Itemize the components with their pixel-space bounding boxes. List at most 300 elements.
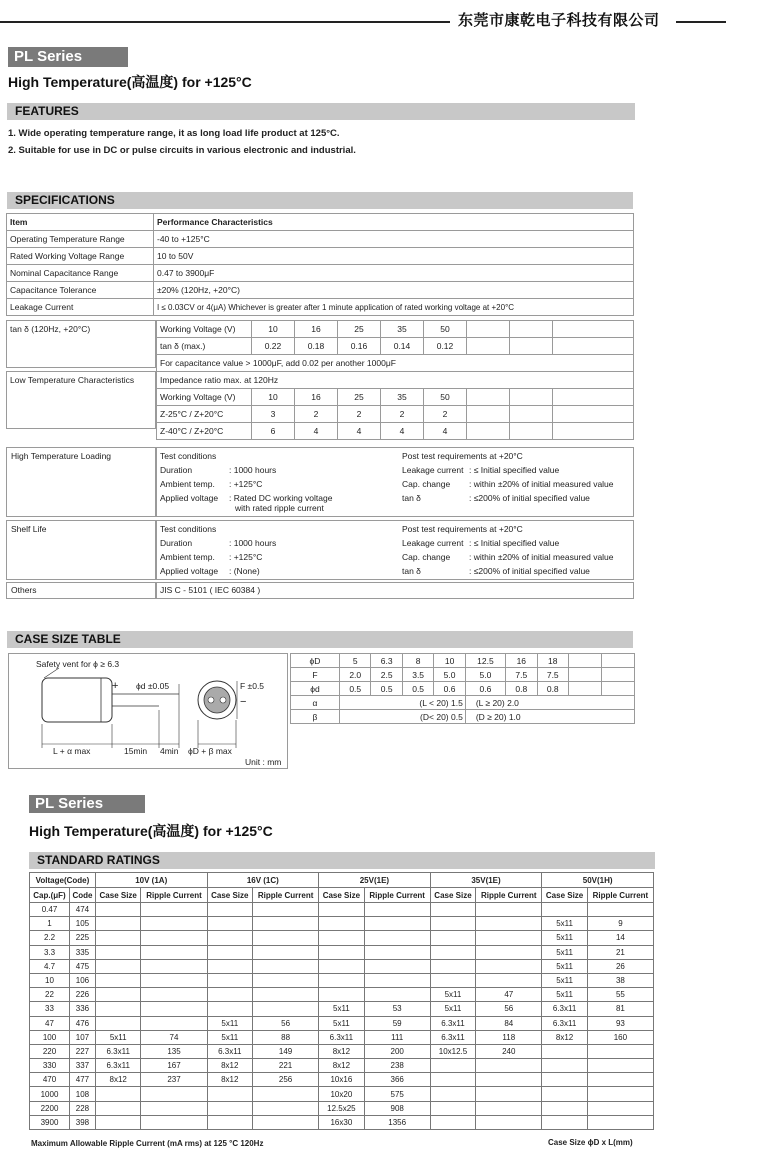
case-cell: 12.5 [465,654,505,668]
specifications-header: SPECIFICATIONS [7,192,633,209]
cap-cell: 2200 [30,1101,70,1115]
case-size-cell [95,959,141,973]
ripple-cell: 366 [364,1073,430,1087]
loading-app-label: Applied voltage [160,493,219,503]
ripple-cell [587,1059,653,1073]
ripple-cell: 575 [364,1087,430,1101]
case-beta-a: (D< 20) 0.5 [340,710,466,724]
ripple-cell: 908 [364,1101,430,1115]
case-size-cell [207,973,253,987]
code-cell: 475 [70,959,96,973]
case-size-cell [430,917,476,931]
loading-dur-label: Duration [160,465,193,475]
ripple-cell [141,1101,207,1115]
ripple-cell: 238 [364,1059,430,1073]
cap-cell: 4.7 [30,959,70,973]
ripple-cell [141,988,207,1002]
ripple-cell [141,903,207,917]
case-size-cell [207,988,253,1002]
rating-row [30,973,654,987]
spec-item: Capacitance Tolerance [7,282,154,299]
code-header: Code [70,888,96,903]
voltage-header: 16V (1C) [207,873,319,888]
ripple-cell: 256 [253,1073,319,1087]
low-r1-value: 2 [338,406,381,423]
loading-td-value: : ≤200% of initial specified value [469,493,590,503]
code-cell: 106 [70,973,96,987]
spec-item: Leakage Current [7,299,154,316]
feature-1: 1. Wide operating temperature range, it as long load life product at 125°C. [8,128,340,139]
cap-header: Cap.(μF) [30,888,70,903]
case-size-cell: 5x11 [319,1016,365,1030]
shelf-lc-value: : ≤ Initial specified value [469,538,560,548]
code-cell: 107 [70,1030,96,1044]
code-cell: 108 [70,1087,96,1101]
case-cell: 0.6 [434,682,465,696]
voltage-header: 50V(1H) [542,873,654,888]
shelf-cc-value: : within ±20% of initial measured value [469,552,614,562]
standard-ratings-table [29,872,654,1130]
ripple-current-header: Ripple Current [253,888,319,903]
header-rule-right [676,21,726,23]
case-size-cell [542,903,588,917]
voltage-header: 25V(1E) [319,873,431,888]
ripple-cell [476,1087,542,1101]
ripple-cell [253,917,319,931]
code-cell: 336 [70,1002,96,1016]
case-size-cell [95,1016,141,1030]
min15-label: 15min [124,746,148,756]
case-size-cell [95,973,141,987]
case-beta-b: (D ≥ 20) 1.0 [465,710,634,724]
spec-item: Operating Temperature Range [7,231,154,248]
case-size-cell [319,973,365,987]
case-size-header: Case Size [542,888,588,903]
case-size-cell: 5x11 [542,959,588,973]
ripple-cell: 118 [476,1030,542,1044]
spec-value: 10 to 50V [154,248,634,265]
case-size-cell: 5x11 [319,1002,365,1016]
case-cell: 0.5 [340,682,371,696]
ripple-cell [253,1087,319,1101]
tan-voltage: 50 [424,321,467,338]
case-size-cell: 5x11 [207,1016,253,1030]
case-size-cell: 6.3x11 [207,1044,253,1058]
tan-max-label: tan δ (max.) [157,338,252,355]
feature-2: 2. Suitable for use in DC or pulse circuits in various electronic and industrial. [8,145,356,156]
low-r2-value: 4 [424,423,467,440]
ripple-cell: 84 [476,1016,542,1030]
case-size-cell: 5x11 [542,945,588,959]
spec-item: Nominal Capacitance Range [7,265,154,282]
page-subtitle: High Temperature(高温度) for +125°C [8,74,252,90]
loading-amb-label: Ambient temp. [160,479,215,489]
page-subtitle-2: High Temperature(高温度) for +125°C [29,823,273,839]
shelf-post: Post test requirements at +20°C [402,524,523,534]
case-cell: 7.5 [506,668,537,682]
case-size-cell [207,903,253,917]
case-size-cell: 8x12 [95,1073,141,1087]
ripple-cell [476,1059,542,1073]
case-size-cell: 6.3x11 [430,1016,476,1030]
case-size-cell [207,917,253,931]
code-cell: 225 [70,931,96,945]
ripple-cell: 237 [141,1073,207,1087]
tan-wv-label: Working Voltage (V) [157,321,252,338]
case-size-cell [207,945,253,959]
ripple-cell [253,973,319,987]
loading-post: Post test requirements at +20°C [402,451,523,461]
ripple-cell: 56 [476,1002,542,1016]
case-size-cell: 5x11 [542,973,588,987]
case-size-table [290,653,635,724]
ripple-cell [476,1115,542,1129]
case-size-cell: 5x11 [542,988,588,1002]
case-size-cell [207,959,253,973]
case-size-cell: 5x11 [430,988,476,1002]
case-size-cell [430,1115,476,1129]
shelf-dur-label: Duration [160,538,193,548]
shelf-app-label: Applied voltage [160,566,219,576]
case-size-cell [430,1087,476,1101]
case-row-label: F [291,668,340,682]
loading-item: High Temperature Loading [11,451,112,461]
tan-value: 0.22 [252,338,295,355]
ripple-cell: 14 [587,931,653,945]
rating-row [30,1087,654,1101]
case-size-cell: 6.3x11 [95,1044,141,1058]
ripple-cell: 74 [141,1030,207,1044]
case-size-cell: 8x12 [207,1073,253,1087]
case-size-cell: 5x11 [542,931,588,945]
ripple-cell [364,917,430,931]
case-size-cell: 12.5x25 [319,1101,365,1115]
loading-td-label: tan δ [402,493,421,503]
low-voltage: 50 [424,389,467,406]
case-size-cell [542,1073,588,1087]
others-value: JIS C - 5101 ( IEC 60384 ) [160,585,261,595]
shelf-app-value: : (None) [229,566,260,576]
case-size-cell: 5x11 [207,1030,253,1044]
case-size-cell [207,1101,253,1115]
cap-cell: 330 [30,1059,70,1073]
case-row-label: ϕD [291,654,340,668]
case-size-cell [319,903,365,917]
case-size-cell: 6.3x11 [542,1016,588,1030]
ripple-cell [587,1044,653,1058]
shelf-amb-label: Ambient temp. [160,552,215,562]
tan-voltage: 25 [338,321,381,338]
case-cell: 2.0 [340,668,371,682]
low-wv-label: Working Voltage (V) [157,389,252,406]
ripple-cell [253,1002,319,1016]
ripple-cell [364,959,430,973]
ripple-footnote: Maximum Allowable Ripple Current (mA rms) at 125 °C 120Hz [31,1139,264,1148]
case-size-cell [430,931,476,945]
spec-value: -40 to +125°C [154,231,634,248]
ripple-cell: 53 [364,1002,430,1016]
spec-col-item: Item [7,214,154,231]
code-cell: 477 [70,1073,96,1087]
others-item: Others [11,585,37,595]
tan-value: 0.12 [424,338,467,355]
rating-row [30,1073,654,1087]
ripple-cell [364,945,430,959]
case-cell: 16 [506,654,537,668]
spec-table [6,213,634,316]
spec-value: 0.47 to 3900μF [154,265,634,282]
rating-row [30,917,654,931]
code-cell: 476 [70,1016,96,1030]
unit-label: Unit : mm [245,757,282,767]
pd-beta-label: ϕD + β max [188,746,232,756]
spec-item: Rated Working Voltage Range [7,248,154,265]
case-size-cell: 8x12 [542,1030,588,1044]
ripple-cell [141,1115,207,1129]
ripple-current-header: Ripple Current [141,888,207,903]
code-cell: 337 [70,1059,96,1073]
low-r1-value: 3 [252,406,295,423]
ripple-cell [141,1002,207,1016]
case-cell: 8 [402,654,433,668]
ripple-cell [141,917,207,931]
ripple-cell [476,959,542,973]
case-size-cell [95,931,141,945]
case-alpha-b: (L ≥ 20) 2.0 [465,696,634,710]
case-size-cell [95,1002,141,1016]
ripple-cell [587,1101,653,1115]
ripple-cell [587,1087,653,1101]
ripple-cell [141,959,207,973]
case-cell: 0.6 [465,682,505,696]
ripple-cell: 200 [364,1044,430,1058]
case-size-cell [430,1073,476,1087]
loading-lc-value: : ≤ Initial specified value [469,465,560,475]
case-size-cell [542,1044,588,1058]
ripple-cell [476,973,542,987]
tan-voltage: 16 [295,321,338,338]
case-size-cell [542,1115,588,1129]
ripple-cell: 167 [141,1059,207,1073]
case-size-cell: 8x12 [207,1059,253,1073]
ripple-cell: 160 [587,1030,653,1044]
low-r1-value: 2 [424,406,467,423]
case-size-cell [319,959,365,973]
ripple-current-header: Ripple Current [587,888,653,903]
case-cell: 2.5 [371,668,402,682]
loading-lc-label: Leakage current [402,465,464,475]
series-tag: PL Series [8,47,128,67]
case-size-cell [95,1101,141,1115]
ripple-cell [476,1101,542,1115]
rating-row [30,1030,654,1044]
ripple-cell [587,1115,653,1129]
case-size-cell [430,959,476,973]
spec-col-perf: Performance Characteristics [154,214,634,231]
case-cell: 5.0 [465,668,505,682]
vent-label: Safety vent for ϕ ≥ 6.3 [36,659,120,669]
case-cell: 0.8 [506,682,537,696]
low-head: Impedance ratio max. at 120Hz [157,372,634,389]
ripple-cell: 93 [587,1016,653,1030]
low-r2-value: 6 [252,423,295,440]
tan-value: 0.18 [295,338,338,355]
tan-value: 0.16 [338,338,381,355]
case-size-cell: 8x12 [319,1044,365,1058]
shelf-item: Shelf Life [11,524,47,534]
case-size-cell: 6.3x11 [319,1030,365,1044]
shelf-cc-label: Cap. change [402,552,451,562]
case-size-cell: 10x12.5 [430,1044,476,1058]
ripple-cell [141,1087,207,1101]
minus-sign: − [240,696,247,708]
case-size-cell [95,1087,141,1101]
ripple-cell [141,973,207,987]
case-size-cell [207,1115,253,1129]
case-cell: 3.5 [402,668,433,682]
loading-dur-value: : 1000 hours [229,465,277,475]
case-size-cell: 6.3x11 [95,1059,141,1073]
cap-cell: 1 [30,917,70,931]
rating-row [30,988,654,1002]
case-size-cell [319,931,365,945]
case-size-header: Case Size [319,888,365,903]
low-r1-value: 2 [295,406,338,423]
ripple-cell [253,988,319,1002]
code-cell: 227 [70,1044,96,1058]
case-size-cell [430,903,476,917]
case-cell: 0.5 [371,682,402,696]
shelf-td-label: tan δ [402,566,421,576]
case-cell: 0.5 [402,682,433,696]
rating-row [30,959,654,973]
series-tag-2: PL Series [29,795,145,813]
case-size-header: Case Size [207,888,253,903]
cap-cell: 2.2 [30,931,70,945]
tan-voltage: 35 [381,321,424,338]
code-cell: 398 [70,1115,96,1129]
cap-cell: 1000 [30,1087,70,1101]
case-size-cell [542,1087,588,1101]
tan-value: 0.14 [381,338,424,355]
ripple-cell [253,903,319,917]
case-size-cell: 8x12 [319,1059,365,1073]
ripple-current-header: Ripple Current [476,888,542,903]
case-cell: 5 [340,654,371,668]
ripple-cell [476,945,542,959]
ripple-cell: 221 [253,1059,319,1073]
case-size-cell: 6.3x11 [430,1030,476,1044]
ripple-cell: 81 [587,1002,653,1016]
ripple-cell [364,988,430,1002]
standard-ratings-header: STANDARD RATINGS [29,852,655,869]
case-size-cell: 16x30 [319,1115,365,1129]
ripple-cell [253,1115,319,1129]
case-size-cell [95,1115,141,1129]
case-size-cell: 6.3x11 [542,1002,588,1016]
ripple-cell [476,903,542,917]
case-row-label: β [291,710,340,724]
loading-amb-value: : +125°C [229,479,263,489]
case-row-label: ϕd [291,682,340,696]
ripple-cell [141,931,207,945]
ripple-cell [253,1101,319,1115]
capacitor-diagram [9,654,287,768]
case-size-cell: 10x20 [319,1087,365,1101]
tan-voltage: 10 [252,321,295,338]
ripple-cell: 240 [476,1044,542,1058]
case-cell: 5.0 [434,668,465,682]
features-header: FEATURES [7,103,635,120]
case-row-label: α [291,696,340,710]
spec-value: ±20% (120Hz, +20°C) [154,282,634,299]
l-alpha-label: L + α max [53,746,91,756]
case-diagram-box [8,653,288,769]
rating-row [30,1115,654,1129]
voltage-code-header: Voltage(Code) [30,873,96,888]
min4-label: 4min [160,746,179,756]
case-size-header: Case Size [430,888,476,903]
spec-value: I ≤ 0.03CV or 4(μA) Whichever is greater after 1 minute application of rated working voltage at +20°C [154,299,634,316]
rating-row [30,1059,654,1073]
case-cell: 0.8 [537,682,568,696]
case-size-cell [430,945,476,959]
low-voltage: 25 [338,389,381,406]
loading-cc-label: Cap. change [402,479,451,489]
case-size-cell [207,931,253,945]
cap-cell: 0.47 [30,903,70,917]
ripple-cell [364,903,430,917]
shelf-test: Test conditions [160,524,217,534]
low-r2-label: Z-40°C / Z+20°C [157,423,252,440]
case-size-header: CASE SIZE TABLE [7,631,633,648]
loading-cc-value: : within ±20% of initial measured value [469,479,614,489]
rating-row [30,1044,654,1058]
case-size-cell [430,1101,476,1115]
low-temp-table [156,371,634,440]
case-size-cell [207,1002,253,1016]
low-voltage: 16 [295,389,338,406]
cap-cell: 47 [30,1016,70,1030]
case-size-cell: 10x16 [319,1073,365,1087]
rating-row [30,903,654,917]
case-size-cell [430,1059,476,1073]
low-item-label: Low Temperature Characteristics [10,375,135,385]
ripple-cell: 38 [587,973,653,987]
ripple-cell [253,959,319,973]
cap-cell: 100 [30,1030,70,1044]
low-r2-value: 4 [295,423,338,440]
case-size-cell [319,945,365,959]
ripple-cell [476,1073,542,1087]
case-cell: 7.5 [537,668,568,682]
cap-cell: 3.3 [30,945,70,959]
ripple-cell: 21 [587,945,653,959]
ripple-cell: 149 [253,1044,319,1058]
case-size-cell: 5x11 [95,1030,141,1044]
case-size-cell: 5x11 [542,917,588,931]
code-cell: 474 [70,903,96,917]
rating-row [30,1016,654,1030]
case-size-cell [430,973,476,987]
ripple-cell: 59 [364,1016,430,1030]
case-size-footnote: Case Size ϕD x L(mm) [548,1138,633,1147]
case-cell: 18 [537,654,568,668]
shelf-amb-value: : +125°C [229,552,263,562]
case-size-header: Case Size [95,888,141,903]
ripple-cell: 1356 [364,1115,430,1129]
ripple-cell: 55 [587,988,653,1002]
